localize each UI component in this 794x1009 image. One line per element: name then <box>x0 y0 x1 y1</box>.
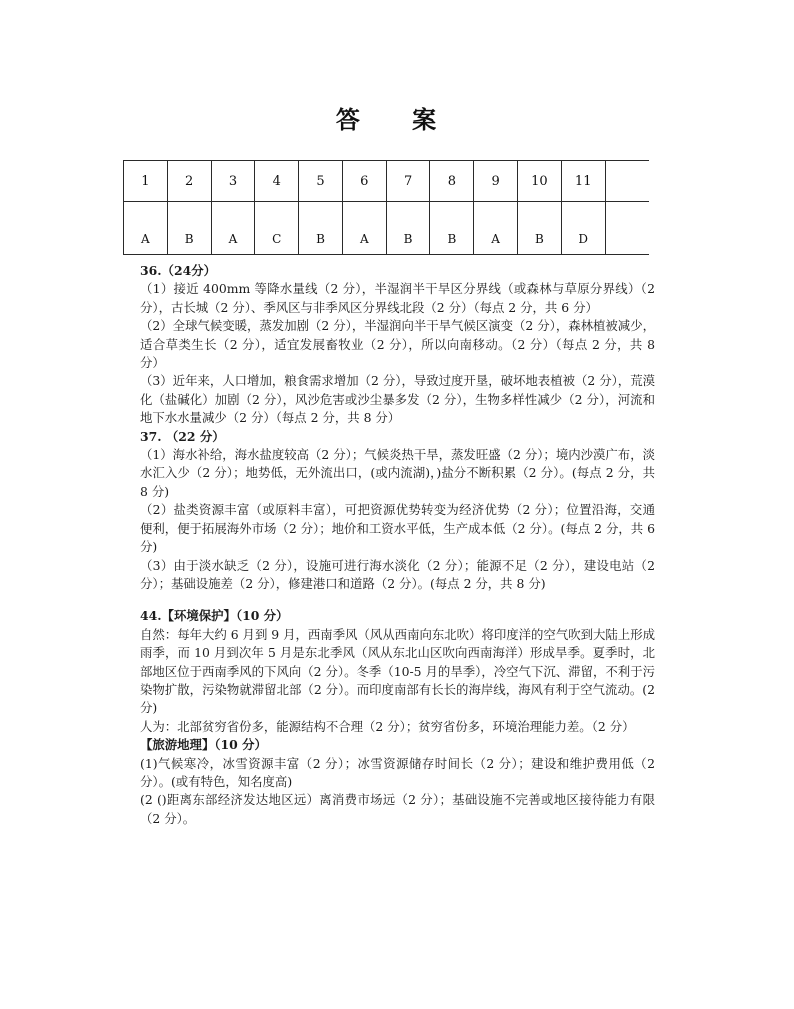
answer-row <box>124 202 650 255</box>
question-37-part-3: （3）由于淡水缺乏（2 分），设施可进行海水淡化（2 分）；能源不足（2 分），建设电站（2 分）；基础设施差（2 分），修建港口和道路（2 分）。(每点 2 分，共 8 分) <box>140 557 655 591</box>
question-37-part-2: （2）盐类资源丰富（或原料丰富），可把资源优势转变为经济优势（2 分）；位置沿海，交通便利，便于拓展海外市场（2 分）；地价和工资水平低，生产成本低（2 分）。(每点 2 分，共 6 分) <box>140 502 655 555</box>
section-spacer <box>140 593 655 607</box>
question-44-heading: 44.【环境保护】（10 分） <box>140 608 289 624</box>
page-title: 答 案 <box>335 105 459 134</box>
question-44-human: 人为：北部贫穷省份多，能源结构不合理（2 分）；贫穷省份多，环境治理能力差。（2 分） <box>140 718 635 734</box>
answer-cell: B <box>386 202 430 255</box>
question-number <box>605 161 649 202</box>
question-36-part-2: （2）全球气候变暖，蒸发加剧（2 分），半湿润向半干旱气候区演变（2 分），森林植被减少，适合草类生长（2 分），适宜发展畜牧业（2 分），所以向南移动。（2 分）（每点 2 分，共 8 分） <box>140 318 655 371</box>
question-number: 5 <box>299 161 343 202</box>
question-number: 4 <box>255 161 299 202</box>
question-number: 1 <box>124 161 168 202</box>
answer-cell: B <box>299 202 343 255</box>
answer-cell: B <box>518 202 562 255</box>
tourism-part-2: (2 ()距离东部经济发达地区远）离消费市场远（2 分）；基础设施不完善或地区接待能力有限（2 分）。 <box>140 792 655 826</box>
answer-table <box>123 160 649 255</box>
question-number: 6 <box>342 161 386 202</box>
answer-cell: B <box>430 202 474 255</box>
question-36-part-1: （1）接近 400mm 等降水量线（2 分），半湿润半干旱区分界线（或森林与草原分界线）（2 分），古长城（2 分）、季风区与非季风区分界线北段（2 分）（每点 2 分，共 6 分） <box>140 281 655 315</box>
question-number: 7 <box>386 161 430 202</box>
answer-content <box>140 262 655 828</box>
question-number: 10 <box>518 161 562 202</box>
question-44-natural: 自然：每年大约 6 月到 9 月，西南季风（风从西南向东北吹）将印度洋的空气吹到大陆上形成雨季，而 10 月到次年 5 月是东北季风（风从东北山区吹向西南海洋）形成旱季。夏季时，北部地区位于西南季风的下风向（2 分）。冬季（10-5 月的旱季），冷空气下沉、滞留，不利于污染物扩散，污染物就滞留北部（2 分）。而印度南部有长长的海岸线，海风有利于空气流动。(2 分) <box>140 626 655 716</box>
answer-cell: C <box>255 202 299 255</box>
question-number: 11 <box>561 161 605 202</box>
question-number-row <box>124 161 650 202</box>
question-number: 2 <box>167 161 211 202</box>
question-number: 3 <box>211 161 255 202</box>
answer-cell: D <box>561 202 605 255</box>
question-number: 8 <box>430 161 474 202</box>
answer-cell: A <box>211 202 255 255</box>
question-37-part-1: （1）海水补给，海水盐度较高（2 分）；气候炎热干旱，蒸发旺盛（2 分）；境内沙漠广布，淡水汇入少（2 分）；地势低，无外流出口，(或内流湖)，)盐分不断积累（2 分）。(每点 2 分，共 8 分) <box>140 447 655 499</box>
answer-cell: A <box>474 202 518 255</box>
tourism-heading: 【旅游地理】（10 分） <box>140 737 267 753</box>
question-36-part-3: （3）近年来，人口增加，粮食需求增加（2 分），导致过度开垦，破坏地表植被（2 分），荒漠化（盐碱化）加剧（2 分），风沙危害或沙尘暴多发（2 分），生物多样性减少（2 分），河流和地下水水量减少（2 分）（每点 2 分，共 8 分） <box>140 373 655 426</box>
question-number: 9 <box>474 161 518 202</box>
answer-cell: B <box>167 202 211 255</box>
answer-cell: A <box>342 202 386 255</box>
tourism-part-1: (1)气候寒冷，冰雪资源丰富（2 分）；冰雪资源储存时间长（2 分）；建设和维护费用低（2 分）。(或有特色，知名度高) <box>140 755 655 789</box>
answer-cell: A <box>124 202 168 255</box>
question-36-heading: 36.（24分） <box>140 263 216 278</box>
question-37-heading: 37. （22 分） <box>140 428 225 444</box>
answer-cell <box>605 202 649 255</box>
